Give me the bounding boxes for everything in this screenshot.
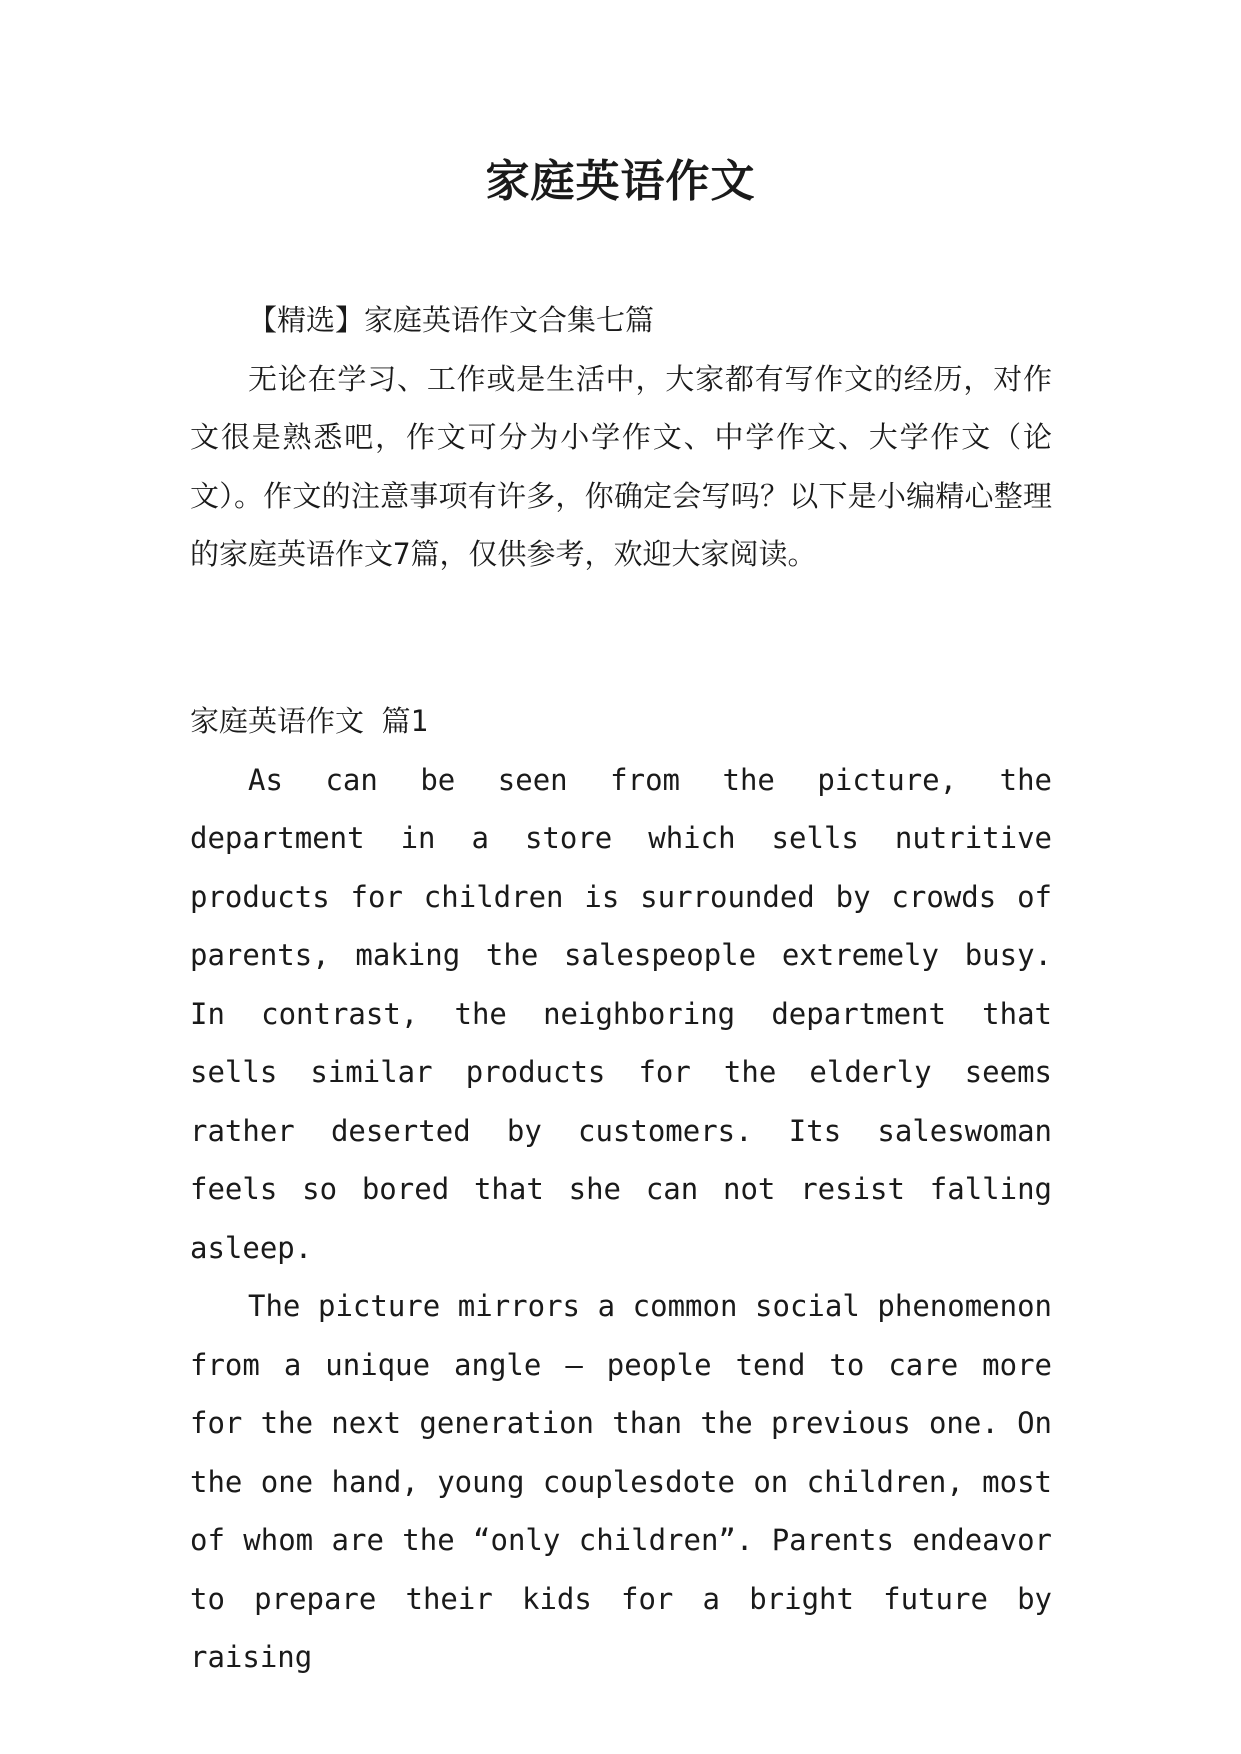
essay-paragraph-1: As can be seen from the picture, the department in a store which sells nutritive products for children is surrounded by crowds of parents, making the salespeople extremely busy. In contrast, the neighboring department that sells similar products for the elderly seems rather deserted by customers. Its saleswoman feels so bored that she can not resist falling asleep. [190,762,1052,1265]
essay-paragraph-2: The picture mirrors a common social phenomenon from a unique angle — people tend to care more for the next generation than the previous one. On the one hand, young couplesdote on children, most of whom are the “only children”. Parents endeavor to prepare their kids for a bright future by raising [190,1289,1052,1674]
subtitle: 【精选】家庭英语作文合集七篇 [248,303,655,337]
intro-paragraph: 无论在学习、工作或是生活中，大家都有写作文的经历，对作文很是熟悉吧，作文可分为小学作文、中学作文、大学作文（论文）。作文的注意事项有许多，你确定会写吗？以下是小编精心整理的家庭英语作文7篇，仅供参考，欢迎大家阅读。 [190,361,1052,571]
intro-block [190,291,1052,584]
document-title: 家庭英语作文 [485,156,756,207]
essay-section-1 [190,692,1052,1687]
section-heading: 家庭英语作文 篇1 [190,704,428,738]
